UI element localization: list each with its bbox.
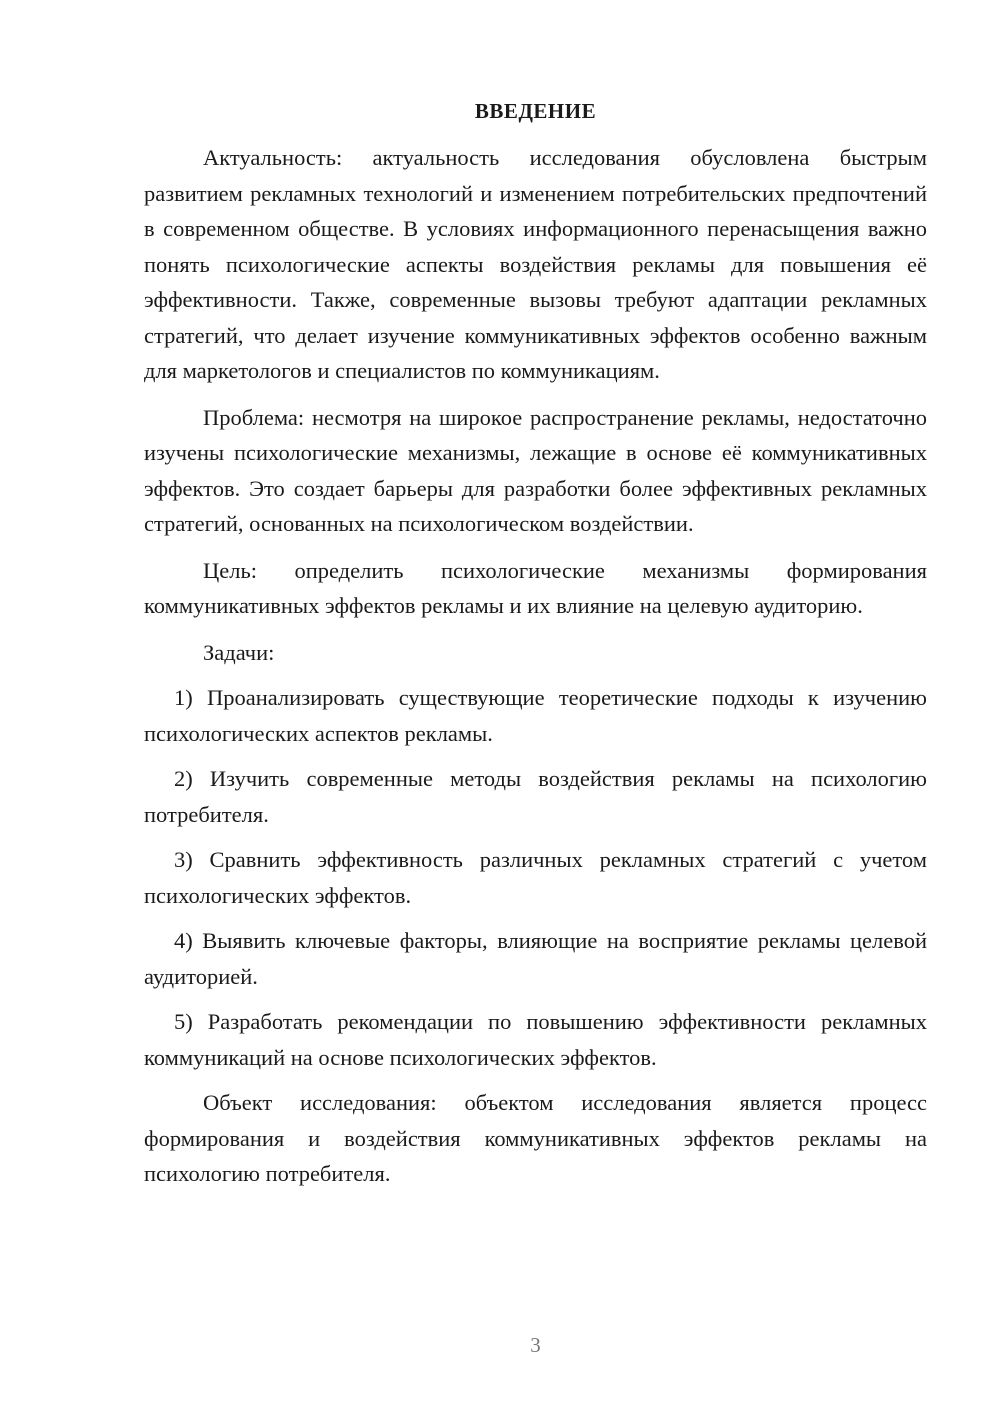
document-body [144, 140, 927, 1203]
relevance-paragraph: Актуальность: актуальность исследования обусловлена быстрым развитием рекламных технологий и изменением потребительских предпочтений в современном обществе. В условиях информационного перенасыщения важно понять психологические аспекты воздействия рекламы для повышения её эффективности. Также, современные вызовы требуют адаптации рекламных стратегий, что делает изучение коммуникативных эффектов особенно важным для маркетологов и специалистов по коммуникациям. [144, 145, 927, 383]
task-item-4: 4) Выявить ключевые факторы, влияющие на восприятие рекламы целевой аудиторией. [144, 928, 927, 989]
problem-paragraph: Проблема: несмотря на широкое распространение рекламы, недостаточно изучены психологические механизмы, лежащие в основе её коммуникативных эффектов. Это создает барьеры для разработки более эффективных рекламных стратегий, основанных на психологическом воздействии. [144, 404, 927, 536]
page-number: 3 [530, 1333, 541, 1357]
task-item-5: 5) Разработать рекомендации по повышению эффективности рекламных коммуникаций на основе психологических эффектов. [144, 1009, 927, 1070]
task-item-1: 1) Проанализировать существующие теоретические подходы к изучению психологических аспектов рекламы. [144, 685, 927, 746]
task-item-3: 3) Сравнить эффективность различных рекламных стратегий с учетом психологических эффектов. [144, 847, 927, 908]
page-title: ВВЕДЕНИЕ [474, 99, 597, 123]
goal-paragraph: Цель: определить психологические механизмы формирования коммуникативных эффектов рекламы и их влияние на целевую аудиторию. [144, 557, 927, 618]
object-paragraph: Объект исследования: объектом исследования является процесс формирования и воздействия коммуникативных эффектов рекламы на психологию потребителя. [144, 1090, 927, 1186]
document-page [144, 0, 927, 1414]
tasks-label: Задачи: [203, 639, 275, 665]
task-item-2: 2) Изучить современные методы воздействия рекламы на психологию потребителя. [144, 766, 927, 827]
